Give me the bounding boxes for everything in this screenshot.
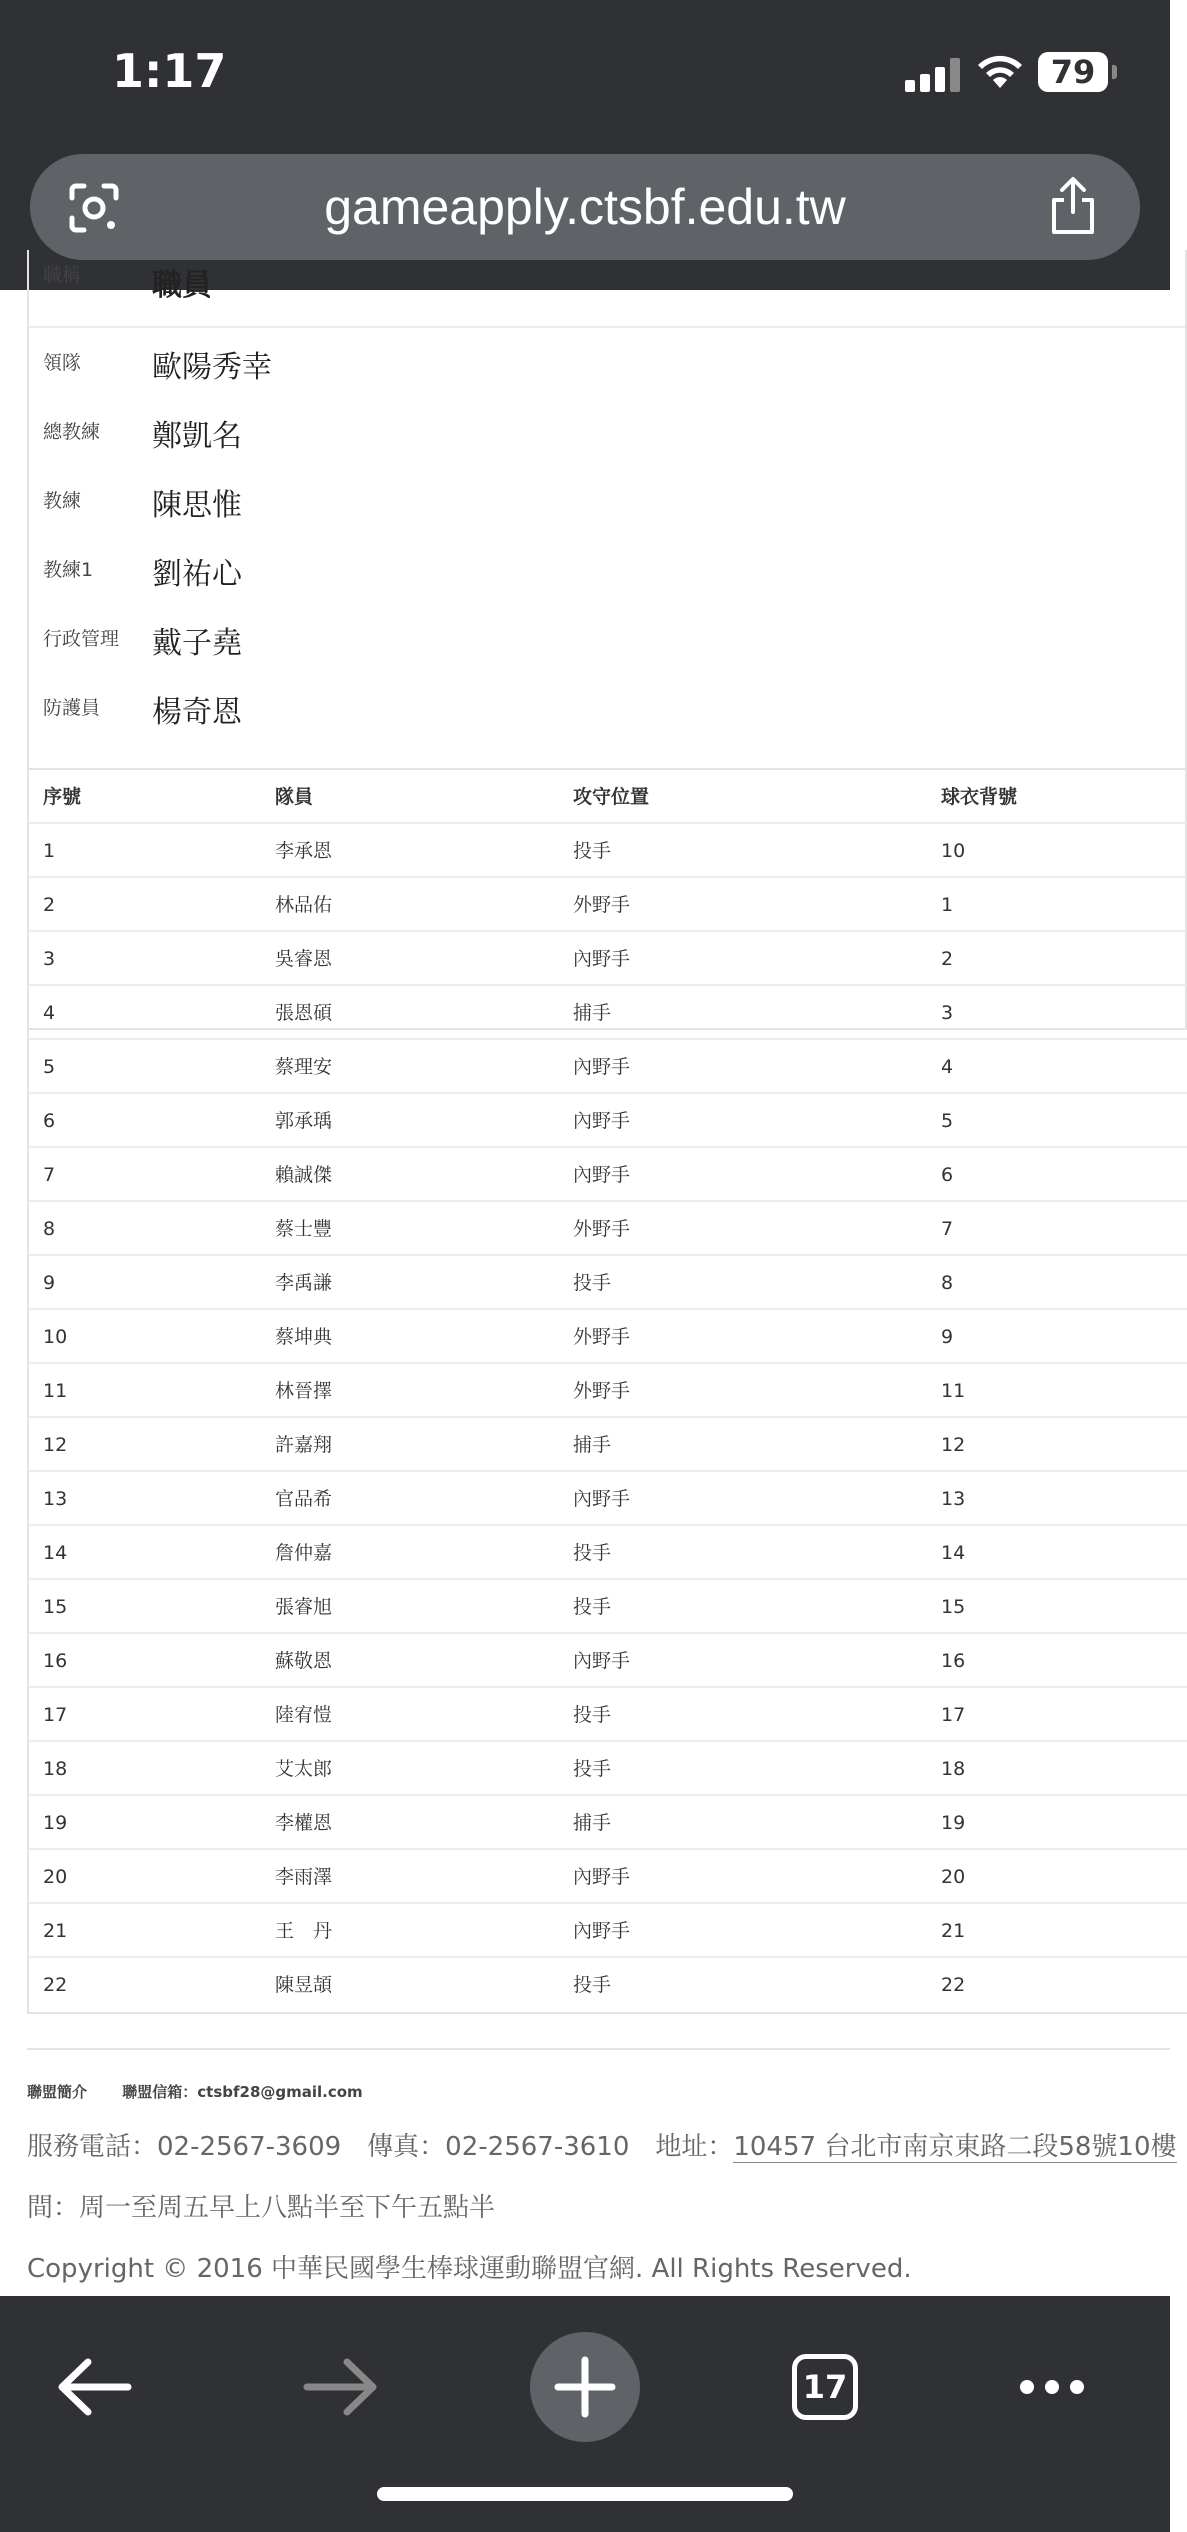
share-icon[interactable] [1046, 176, 1100, 236]
row-number: 19 [43, 1812, 68, 1834]
table-row [29, 1688, 1187, 1742]
divider [29, 326, 1185, 328]
table-row [29, 1472, 1187, 1526]
staff-row-admin [29, 614, 1185, 682]
roster-table [27, 768, 1187, 2014]
row-player: 賴誠傑 [275, 1164, 333, 1186]
new-tab-button[interactable] [530, 2332, 640, 2442]
tab-count: 17 [792, 2354, 858, 2420]
row-position: 外野手 [573, 1380, 631, 1402]
row-player: 王 丹 [275, 1920, 333, 1942]
table-row [29, 1958, 1187, 2012]
row-jersey: 17 [941, 1704, 966, 1726]
row-player: 李承恩 [275, 840, 333, 862]
row-position: 內野手 [573, 1866, 631, 1888]
staff-value: 楊奇恩 [152, 695, 242, 730]
table-row [29, 932, 1187, 986]
staff-label: 職稱 [43, 264, 82, 286]
row-jersey: 2 [941, 948, 954, 970]
staff-label: 領隊 [43, 352, 82, 374]
staff-row-leader [29, 338, 1185, 406]
row-number: 15 [43, 1596, 68, 1618]
row-player: 李雨澤 [275, 1866, 333, 1888]
table-row [29, 1580, 1187, 1634]
table-row [29, 878, 1187, 932]
row-jersey: 16 [941, 1650, 966, 1672]
address-bar[interactable] [30, 154, 1140, 260]
staff-value: 陳思惟 [152, 488, 242, 523]
copyright: Copyright © 2016 中華民國學生棒球運動聯盟官網. All Rights Reserved. [27, 2254, 912, 2284]
footer-divider [27, 2048, 1170, 2050]
row-position: 捕手 [573, 1434, 612, 1456]
staff-row-coach-1 [29, 545, 1185, 613]
table-row [29, 1796, 1187, 1850]
staff-row-trainer [29, 683, 1185, 751]
row-jersey: 6 [941, 1164, 954, 1186]
row-player: 林品佑 [275, 894, 333, 916]
row-jersey: 5 [941, 1110, 954, 1132]
row-number: 4 [43, 1002, 56, 1024]
row-player: 蔡理安 [275, 1056, 333, 1078]
row-jersey: 22 [941, 1974, 966, 1996]
row-number: 9 [43, 1272, 56, 1294]
table-row [29, 1202, 1187, 1256]
home-indicator [377, 2487, 793, 2501]
row-number: 16 [43, 1650, 68, 1672]
row-player: 蔡坤典 [275, 1326, 333, 1348]
row-position: 外野手 [573, 894, 631, 916]
staff-label: 總教練 [43, 421, 101, 443]
row-player: 陸宥愷 [275, 1704, 333, 1726]
staff-row-coach [29, 476, 1185, 544]
footer-contact [27, 2126, 1177, 2163]
table-row [29, 1634, 1187, 1688]
row-jersey: 18 [941, 1758, 966, 1780]
table-row [29, 1850, 1187, 1904]
row-jersey: 12 [941, 1434, 966, 1456]
row-number: 22 [43, 1974, 68, 1996]
table-row [29, 1256, 1187, 1310]
row-position: 投手 [573, 1596, 612, 1618]
table-row [29, 1904, 1187, 1958]
service-hours: 間：周一至周五早上八點半至下午五點半 [27, 2193, 496, 2223]
staff-value: 歐陽秀幸 [152, 350, 272, 385]
row-player: 蔡士豐 [275, 1218, 333, 1240]
header-number: 序號 [43, 786, 82, 808]
row-number: 7 [43, 1164, 56, 1186]
row-jersey: 1 [941, 894, 954, 916]
row-player: 詹仲嘉 [275, 1542, 333, 1564]
row-position: 內野手 [573, 1110, 631, 1132]
row-position: 外野手 [573, 1218, 631, 1240]
table-row [29, 1418, 1187, 1472]
row-jersey: 9 [941, 1326, 954, 1348]
row-number: 20 [43, 1866, 68, 1888]
battery-indicator: 79 [1038, 52, 1108, 92]
staff-label: 行政管理 [43, 628, 120, 650]
more-options-icon[interactable] [1000, 2332, 1110, 2442]
row-player: 官品希 [275, 1488, 333, 1510]
row-position: 外野手 [573, 1326, 631, 1348]
row-number: 10 [43, 1326, 68, 1348]
row-position: 內野手 [573, 948, 631, 970]
row-number: 18 [43, 1758, 68, 1780]
row-position: 捕手 [573, 1002, 612, 1024]
row-number: 2 [43, 894, 56, 916]
row-position: 投手 [573, 1542, 612, 1564]
address-link[interactable]: 10457 台北市南京東路二段58號10樓 [733, 2132, 1177, 2162]
row-position: 投手 [573, 1272, 612, 1294]
row-position: 投手 [573, 840, 612, 862]
row-number: 21 [43, 1920, 68, 1942]
row-jersey: 13 [941, 1488, 966, 1510]
row-player: 艾太郎 [275, 1758, 333, 1780]
row-position: 捕手 [573, 1812, 612, 1834]
row-number: 17 [43, 1704, 68, 1726]
row-number: 5 [43, 1056, 56, 1078]
table-row [29, 986, 1187, 1040]
row-position: 投手 [573, 1974, 612, 1996]
cellular-signal-icon [905, 58, 961, 92]
row-number: 11 [43, 1380, 68, 1402]
email-link[interactable]: 聯盟信箱：ctsbf28@gmail.com [122, 2083, 363, 2101]
row-jersey: 15 [941, 1596, 966, 1618]
header-player: 隊員 [275, 786, 314, 808]
row-player: 蘇敬恩 [275, 1650, 333, 1672]
row-position: 投手 [573, 1704, 612, 1726]
row-jersey: 8 [941, 1272, 954, 1294]
table-row [29, 1310, 1187, 1364]
row-jersey: 11 [941, 1380, 966, 1402]
staff-value: 戴子堯 [152, 626, 242, 661]
row-number: 14 [43, 1542, 68, 1564]
row-player: 林晉擇 [275, 1380, 333, 1402]
row-position: 內野手 [573, 1164, 631, 1186]
row-jersey: 4 [941, 1056, 954, 1078]
table-row [29, 824, 1187, 878]
tab-switcher-button[interactable] [770, 2332, 880, 2442]
row-position: 內野手 [573, 1920, 631, 1942]
plus-icon [530, 2332, 640, 2442]
row-player: 吳睿恩 [275, 948, 333, 970]
row-number: 8 [43, 1218, 56, 1240]
staff-value: 劉祐心 [152, 557, 242, 592]
row-player: 郭承瑀 [275, 1110, 333, 1132]
table-row [29, 1526, 1187, 1580]
row-jersey: 10 [941, 840, 966, 862]
row-number: 3 [43, 948, 56, 970]
row-position: 投手 [573, 1758, 612, 1780]
staff-label: 教練 [43, 490, 82, 512]
table-row [29, 1094, 1187, 1148]
row-player: 張睿旭 [275, 1596, 333, 1618]
row-number: 1 [43, 840, 56, 862]
row-position: 內野手 [573, 1488, 631, 1510]
row-number: 12 [43, 1434, 68, 1456]
staff-label: 教練1 [43, 559, 94, 581]
staff-value: 鄭凱名 [152, 419, 242, 454]
back-arrow-icon[interactable] [40, 2332, 150, 2442]
footer-links [27, 2081, 393, 2102]
table-row [29, 1148, 1187, 1202]
row-number: 13 [43, 1488, 68, 1510]
row-jersey: 20 [941, 1866, 966, 1888]
staff-label: 防護員 [43, 697, 101, 719]
staff-row-title [29, 250, 1185, 318]
row-jersey: 19 [941, 1812, 966, 1834]
row-jersey: 3 [941, 1002, 954, 1024]
row-position: 內野手 [573, 1056, 631, 1078]
row-jersey: 21 [941, 1920, 966, 1942]
row-player: 陳昱頡 [275, 1974, 333, 1996]
browser-top-chrome [0, 0, 1170, 290]
roster-header-row [29, 770, 1187, 824]
staff-row-head-coach [29, 407, 1185, 475]
row-number: 6 [43, 1110, 56, 1132]
forward-arrow-icon[interactable] [285, 2332, 395, 2442]
url-text[interactable]: gameapply.ctsbf.edu.tw [324, 179, 846, 235]
contact-info: 服務電話：02-2567-3609 傳真：02-2567-3610 地址： [27, 2132, 734, 2162]
table-row [29, 1364, 1187, 1418]
page-content [0, 264, 1177, 2296]
row-jersey: 14 [941, 1542, 966, 1564]
row-position: 內野手 [573, 1650, 631, 1672]
row-player: 李權恩 [275, 1812, 333, 1834]
row-player: 張恩碩 [275, 1002, 333, 1024]
about-link[interactable]: 聯盟簡介 [27, 2083, 88, 2101]
table-row [29, 1040, 1187, 1094]
header-position: 攻守位置 [573, 786, 650, 808]
header-jersey: 球衣背號 [941, 786, 1018, 808]
table-row [29, 1742, 1187, 1796]
row-jersey: 7 [941, 1218, 954, 1240]
row-player: 許嘉翔 [275, 1434, 333, 1456]
row-player: 李禹謙 [275, 1272, 333, 1294]
staff-value: 職員 [152, 268, 212, 303]
status-time: 1:17 [112, 44, 227, 98]
wifi-icon [975, 52, 1025, 92]
